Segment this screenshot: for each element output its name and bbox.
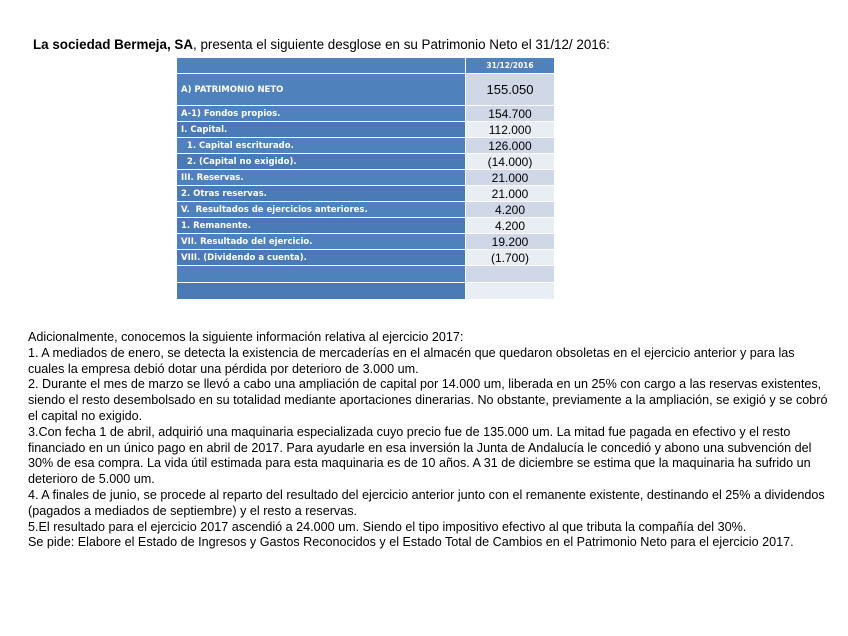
- table-row: [177, 122, 555, 138]
- intro-text: , presenta el siguiente desglose en su Patrimonio Neto el 31/12/ 2016:: [193, 37, 610, 52]
- table-row: [177, 250, 555, 266]
- row-label: 2. Otras reservas.: [177, 186, 466, 202]
- row-value: (1.700): [466, 250, 555, 266]
- row-value: 112.000: [466, 122, 555, 138]
- empty-label-cell: [177, 266, 466, 283]
- table-row: [177, 170, 555, 186]
- row-label: VIII. (Dividendo a cuenta).: [177, 250, 466, 266]
- date-header: 31/12/2016: [466, 58, 555, 74]
- intro-line: [33, 37, 610, 53]
- row-value: (14.000): [466, 154, 555, 170]
- table-row: [177, 186, 555, 202]
- row-value: 4.200: [466, 202, 555, 218]
- table-row: [177, 234, 555, 250]
- paragraph-item-2: 2. Durante el mes de marzo se llevó a cabo una ampliación de capital por 14.000 um, liberada en un 25% con cargo a las reservas existentes, siendo el resto desembolsado en su totalidad mediante aportaciones dinerarias. No obstante, previamente a la ampliación, se exigió y se cobró el capital no exigido.: [28, 377, 828, 423]
- row-label: 2. (Capital no exigido).: [177, 154, 466, 170]
- balance-table: [176, 57, 555, 300]
- empty-value-cell: [466, 266, 555, 283]
- paragraph-item-1: 1. A mediados de enero, se detecta la existencia de mercaderías en el almacén que quedaron obsoletas en el ejercicio anterior y para las cuales la empresa debió dotar una pérdida por deterioro de 3.000 um.: [28, 345, 795, 376]
- row-value: 21.000: [466, 186, 555, 202]
- table-row: [177, 218, 555, 234]
- table-empty-row: [177, 283, 555, 300]
- empty-label-cell: [177, 283, 466, 300]
- company-name: La sociedad Bermeja, SA: [33, 37, 194, 52]
- row-value: 21.000: [466, 170, 555, 186]
- row-label: A-1) Fondos propios.: [177, 106, 466, 122]
- table-row: [177, 138, 555, 154]
- row-value: 4.200: [466, 218, 555, 234]
- header-empty-cell: [177, 58, 466, 74]
- row-label: V. Resultados de ejercicios anteriores.: [177, 202, 466, 218]
- paragraph-task: Se pide: Elabore el Estado de Ingresos y Gastos Reconocidos y el Estado Total de Cambios en el Patrimonio Neto para el ejercicio 2017.: [28, 535, 794, 550]
- table-row: [177, 74, 555, 106]
- row-label: A) PATRIMONIO NETO: [177, 74, 466, 106]
- row-value: 155.050: [466, 74, 555, 106]
- row-value: 19.200: [466, 234, 555, 250]
- paragraph-item-5: 5.El resultado para el ejercicio 2017 ascendió a 24.000 um. Siendo el tipo impositivo efectivo al que tributa la compañía del 30%.: [28, 519, 747, 534]
- table-empty-row: [177, 266, 555, 283]
- row-label: 1. Capital escriturado.: [177, 138, 466, 154]
- paragraph-intro: Adicionalmente, conocemos la siguiente información relativa al ejercicio 2017:: [28, 330, 464, 344]
- paragraph-item-3: 3.Con fecha 1 de abril, adquirió una maquinaria especializada cuyo precio fue de 135.000 um. La mitad fue pagada en efectivo y el resto financiado en un único pago en abril de 2017. Para ayudarle en esa inversión la Junta de Andalucía le concedió y abono una subvención del 30% de esa compra. La vida útil estimada para esta maquinaria es de 10 años. A 31 de diciembre se estima que la maquinaria ha sufrido un deterioro de 5.000 um.: [28, 424, 812, 487]
- table-row: [177, 202, 555, 218]
- row-label: VII. Resultado del ejercicio.: [177, 234, 466, 250]
- empty-value-cell: [466, 283, 555, 300]
- table-row: [177, 106, 555, 122]
- row-label: I. Capital.: [177, 122, 466, 138]
- row-label: III. Reservas.: [177, 170, 466, 186]
- row-value: 154.700: [466, 106, 555, 122]
- table-row: [177, 154, 555, 170]
- paragraph-item-4: 4. A finales de junio, se procede al reparto del resultado del ejercicio anterior junto con el remanente existente, destinando el 25% a dividendos (pagados a mediados de septiembre) y el resto a reservas.: [28, 487, 825, 518]
- row-label: 1. Remanente.: [177, 218, 466, 234]
- exercise-text: [28, 330, 828, 551]
- table-header-row: [177, 58, 555, 74]
- row-value: 126.000: [466, 138, 555, 154]
